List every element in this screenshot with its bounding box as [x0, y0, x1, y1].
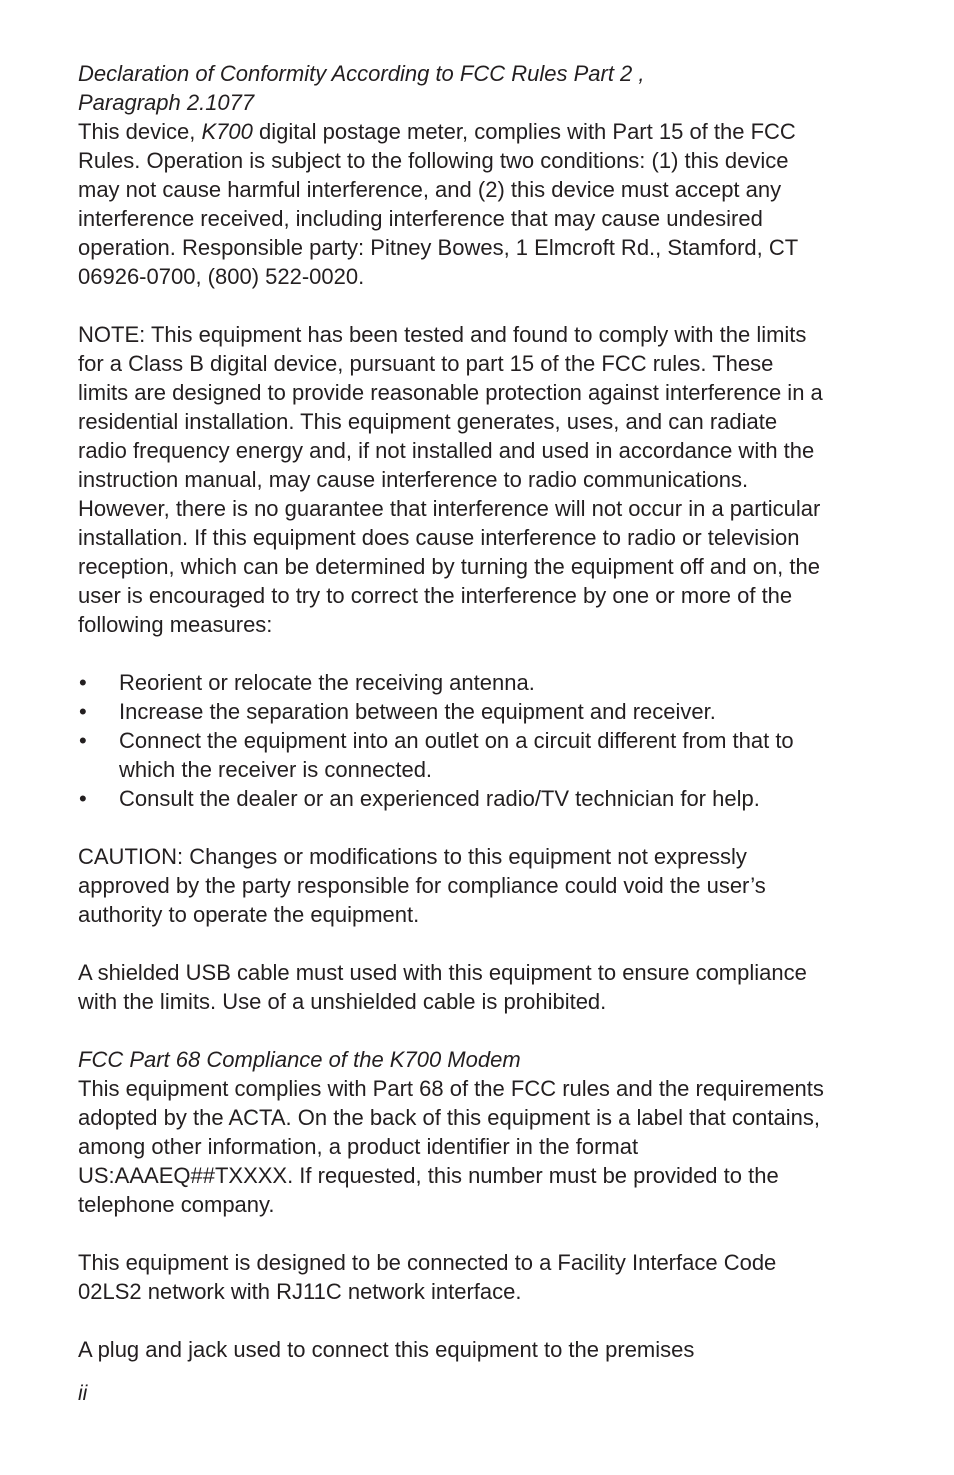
bullet-icon: • [79, 728, 87, 753]
declaration-heading [78, 59, 828, 117]
declaration-heading-line-1: Declaration of Conformity According to FCC Rules Part 2 , [78, 61, 645, 86]
list-item [78, 726, 828, 784]
list-item [78, 784, 828, 813]
list-item [78, 697, 828, 726]
document-body [78, 59, 828, 1364]
paragraph-gap [78, 813, 828, 842]
note-paragraph: NOTE: This equipment has been tested and found to comply with the limits for a Class B digital device, pursuant to part 15 of the FCC rules. These limits are designed to provide reasonable protection against interference in a residential installation. This equipment generates, uses, and can radiate radio frequency energy and, if not installed and used in accordance with the instruction manual, may cause interference to radio communications. However, there is no guarantee that interference will not occur in a particular installation. If this equipment does cause interference to radio or television reception, which can be determined by turning the equipment off and on, the user is encouraged to try to correct the interference by one or more of the following measures: [78, 322, 823, 637]
list-item-text: Consult the dealer or an experienced radio/TV technician for help. [119, 786, 760, 811]
paragraph-gap [78, 639, 828, 668]
measures-list [78, 668, 828, 813]
conformity-intro: This device, [78, 119, 202, 144]
paragraph-gap [78, 1219, 828, 1248]
page-number: ii [78, 1382, 88, 1405]
list-item-text: Connect the equipment into an outlet on a circuit different from that to which the receiver is connected. [119, 728, 794, 782]
usb-cable-paragraph: A shielded USB cable must used with this equipment to ensure compliance with the limits. Use of a unshielded cable is prohibited. [78, 960, 807, 1014]
model-name: K700 [201, 119, 253, 144]
bullet-icon: • [79, 670, 87, 695]
list-item-text: Reorient or relocate the receiving antenna. [119, 670, 535, 695]
paragraph-gap [78, 1016, 828, 1045]
part68-heading: FCC Part 68 Compliance of the K700 Modem [78, 1047, 521, 1072]
declaration-heading-line-2: Paragraph 2.1077 [78, 90, 255, 115]
facility-interface-paragraph: This equipment is designed to be connected to a Facility Interface Code 02LS2 network with RJ11C network interface. [78, 1250, 777, 1304]
bullet-icon: • [79, 786, 87, 811]
paragraph-gap [78, 1306, 828, 1335]
part68-paragraph: This equipment complies with Part 68 of the FCC rules and the requirements adopted by the ACTA. On the back of this equipment is a label that contains, among other information, a product identifier in the format US:AAAEQ##TXXXX. If requested, this number must be provided to the telephone company. [78, 1076, 824, 1217]
paragraph-gap [78, 929, 828, 958]
paragraph-gap [78, 291, 828, 320]
caution-paragraph: CAUTION: Changes or modifications to this equipment not expressly approved by the party responsible for compliance could void the user’s authority to operate the equipment. [78, 844, 766, 927]
conformity-paragraph [78, 117, 828, 291]
plug-jack-paragraph: A plug and jack used to connect this equipment to the premises [78, 1337, 695, 1362]
list-item [78, 668, 828, 697]
conformity-text: digital postage meter, complies with Part 15 of the FCC Rules. Operation is subject to the following two conditions: (1) this device may not cause harmful interference, and (2) this device must accept any interference received, including interference that may cause undesired operation. Responsible party: Pitney Bowes, 1 Elmcroft Rd., Stamford, CT 06926-0700, (800) 522-0020. [78, 119, 798, 289]
list-item-text: Increase the separation between the equipment and receiver. [119, 699, 716, 724]
bullet-icon: • [79, 699, 87, 724]
